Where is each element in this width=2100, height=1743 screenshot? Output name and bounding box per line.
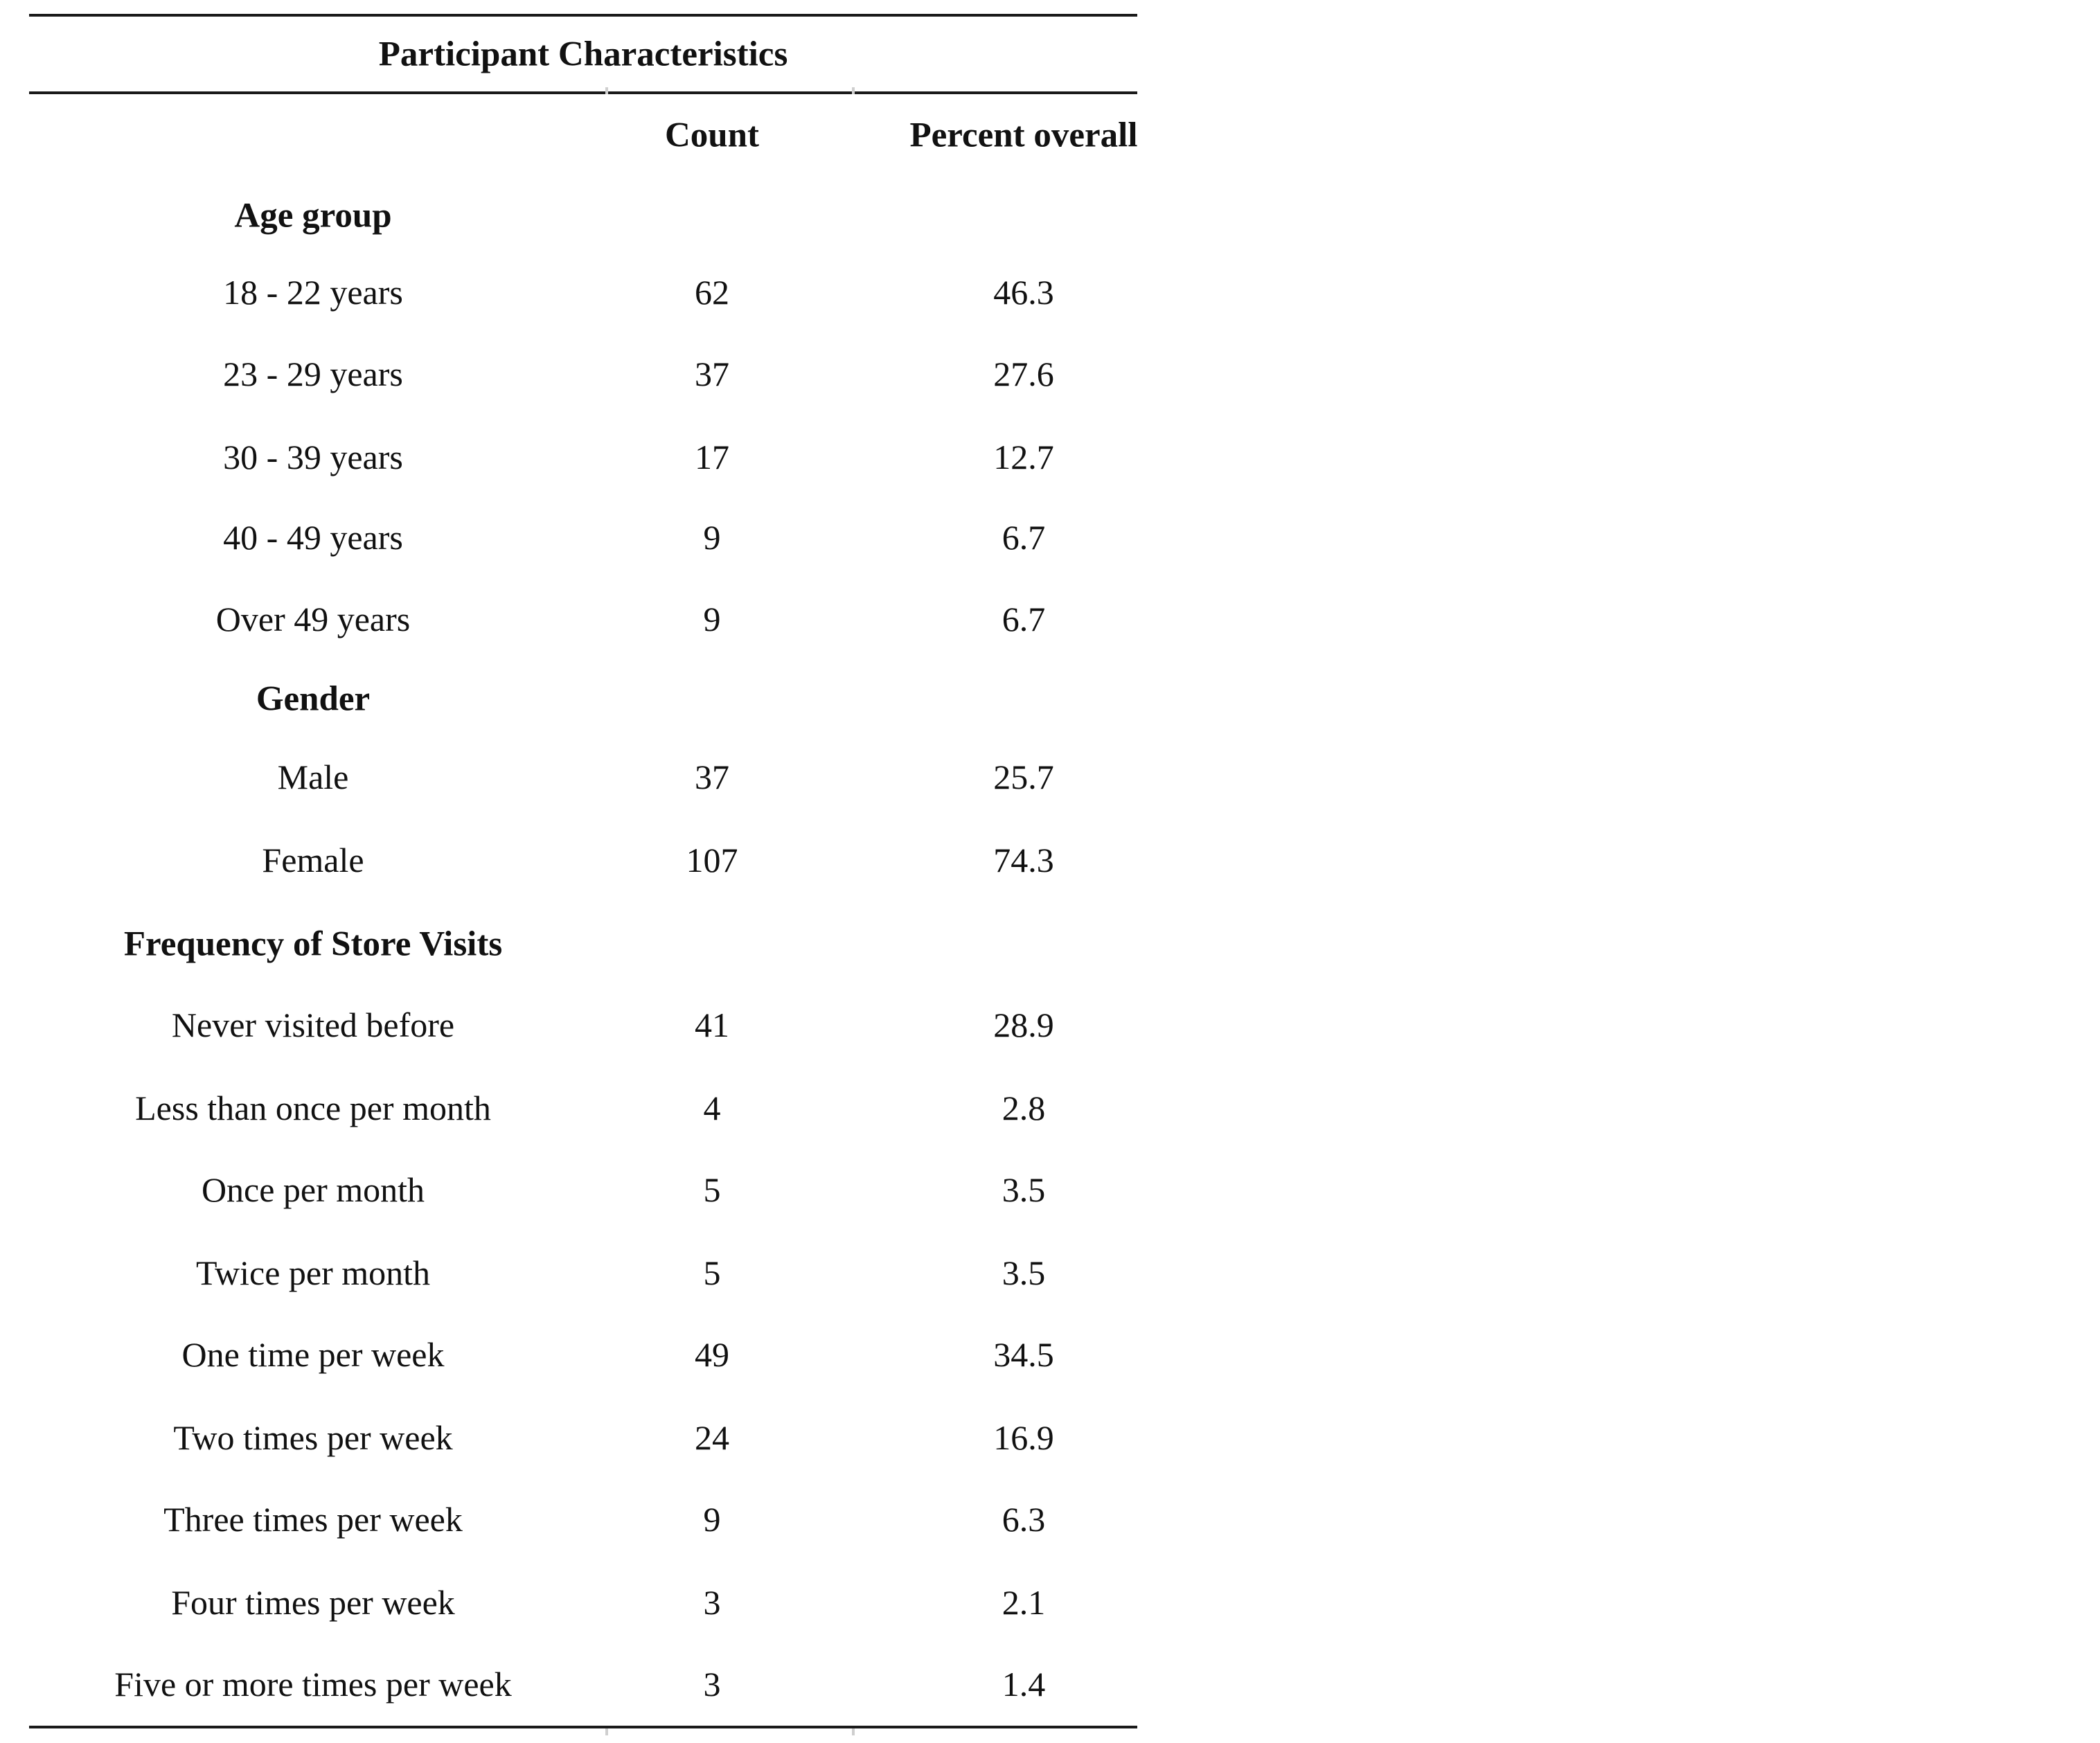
- row-label: Two times per week: [173, 1418, 453, 1457]
- row-percent: 12.7: [993, 438, 1054, 476]
- row-percent: 1.4: [1002, 1665, 1046, 1704]
- count-column-header: Count: [664, 116, 760, 155]
- row-count: 3: [703, 1665, 721, 1704]
- row-count: 9: [703, 600, 721, 638]
- row-label: Once per month: [201, 1170, 425, 1209]
- row-percent: 28.9: [993, 1005, 1054, 1044]
- row-percent: 74.3: [993, 841, 1054, 879]
- row-count: 17: [695, 438, 729, 476]
- section-heading-age-group: Age group: [234, 196, 392, 235]
- row-count: 107: [686, 841, 738, 879]
- row-label: 30 - 39 years: [223, 438, 403, 476]
- row-count: 49: [695, 1335, 729, 1374]
- row-label: Never visited before: [171, 1005, 455, 1044]
- row-percent: 27.6: [993, 355, 1054, 393]
- table-title: Participant Characteristics: [378, 35, 788, 74]
- row-count: 9: [703, 1500, 721, 1539]
- row-count: 62: [695, 273, 729, 312]
- row-percent: 6.3: [1002, 1500, 1046, 1539]
- row-count: 37: [695, 355, 729, 393]
- row-percent: 2.1: [1002, 1583, 1046, 1622]
- row-percent: 3.5: [1002, 1253, 1046, 1292]
- section-heading-gender: Gender: [256, 679, 371, 719]
- row-percent: 16.9: [993, 1418, 1054, 1457]
- column-divider-tick: [852, 1728, 855, 1735]
- column-divider-tick: [852, 87, 855, 94]
- row-label: Twice per month: [195, 1253, 431, 1292]
- row-count: 24: [695, 1418, 729, 1457]
- row-label: 40 - 49 years: [223, 518, 403, 557]
- row-label: Four times per week: [171, 1583, 455, 1622]
- row-percent: 34.5: [993, 1335, 1054, 1374]
- percent-column-header: Percent overall: [909, 116, 1138, 155]
- row-percent: 6.7: [1002, 600, 1046, 638]
- section-heading-store-visit-frequency: Frequency of Store Visits: [123, 924, 503, 964]
- participant-characteristics-table: [29, 0, 1137, 1743]
- row-label: Male: [277, 758, 349, 796]
- row-percent: 6.7: [1002, 518, 1046, 557]
- row-label: Five or more times per week: [114, 1665, 512, 1704]
- row-label: One time per week: [181, 1335, 445, 1374]
- row-label: Female: [262, 841, 364, 879]
- column-divider-tick: [605, 87, 608, 94]
- row-label: Less than once per month: [135, 1089, 491, 1127]
- row-count: 37: [695, 758, 729, 796]
- row-percent: 2.8: [1002, 1089, 1046, 1127]
- row-count: 4: [703, 1089, 721, 1127]
- bottom-rule: [29, 1726, 1137, 1728]
- top-rule: [29, 14, 1137, 17]
- row-percent: 25.7: [993, 758, 1054, 796]
- row-label: 23 - 29 years: [223, 355, 403, 393]
- row-label: 18 - 22 years: [223, 273, 403, 312]
- row-count: 41: [695, 1005, 729, 1044]
- column-divider-tick: [605, 1728, 608, 1735]
- row-count: 9: [703, 518, 721, 557]
- row-count: 5: [703, 1253, 721, 1292]
- row-label: Three times per week: [163, 1500, 463, 1539]
- header-rule: [29, 91, 1137, 94]
- row-count: 3: [703, 1583, 721, 1622]
- row-label: Over 49 years: [215, 600, 411, 638]
- row-percent: 46.3: [993, 273, 1054, 312]
- row-percent: 3.5: [1002, 1170, 1046, 1209]
- row-count: 5: [703, 1170, 721, 1209]
